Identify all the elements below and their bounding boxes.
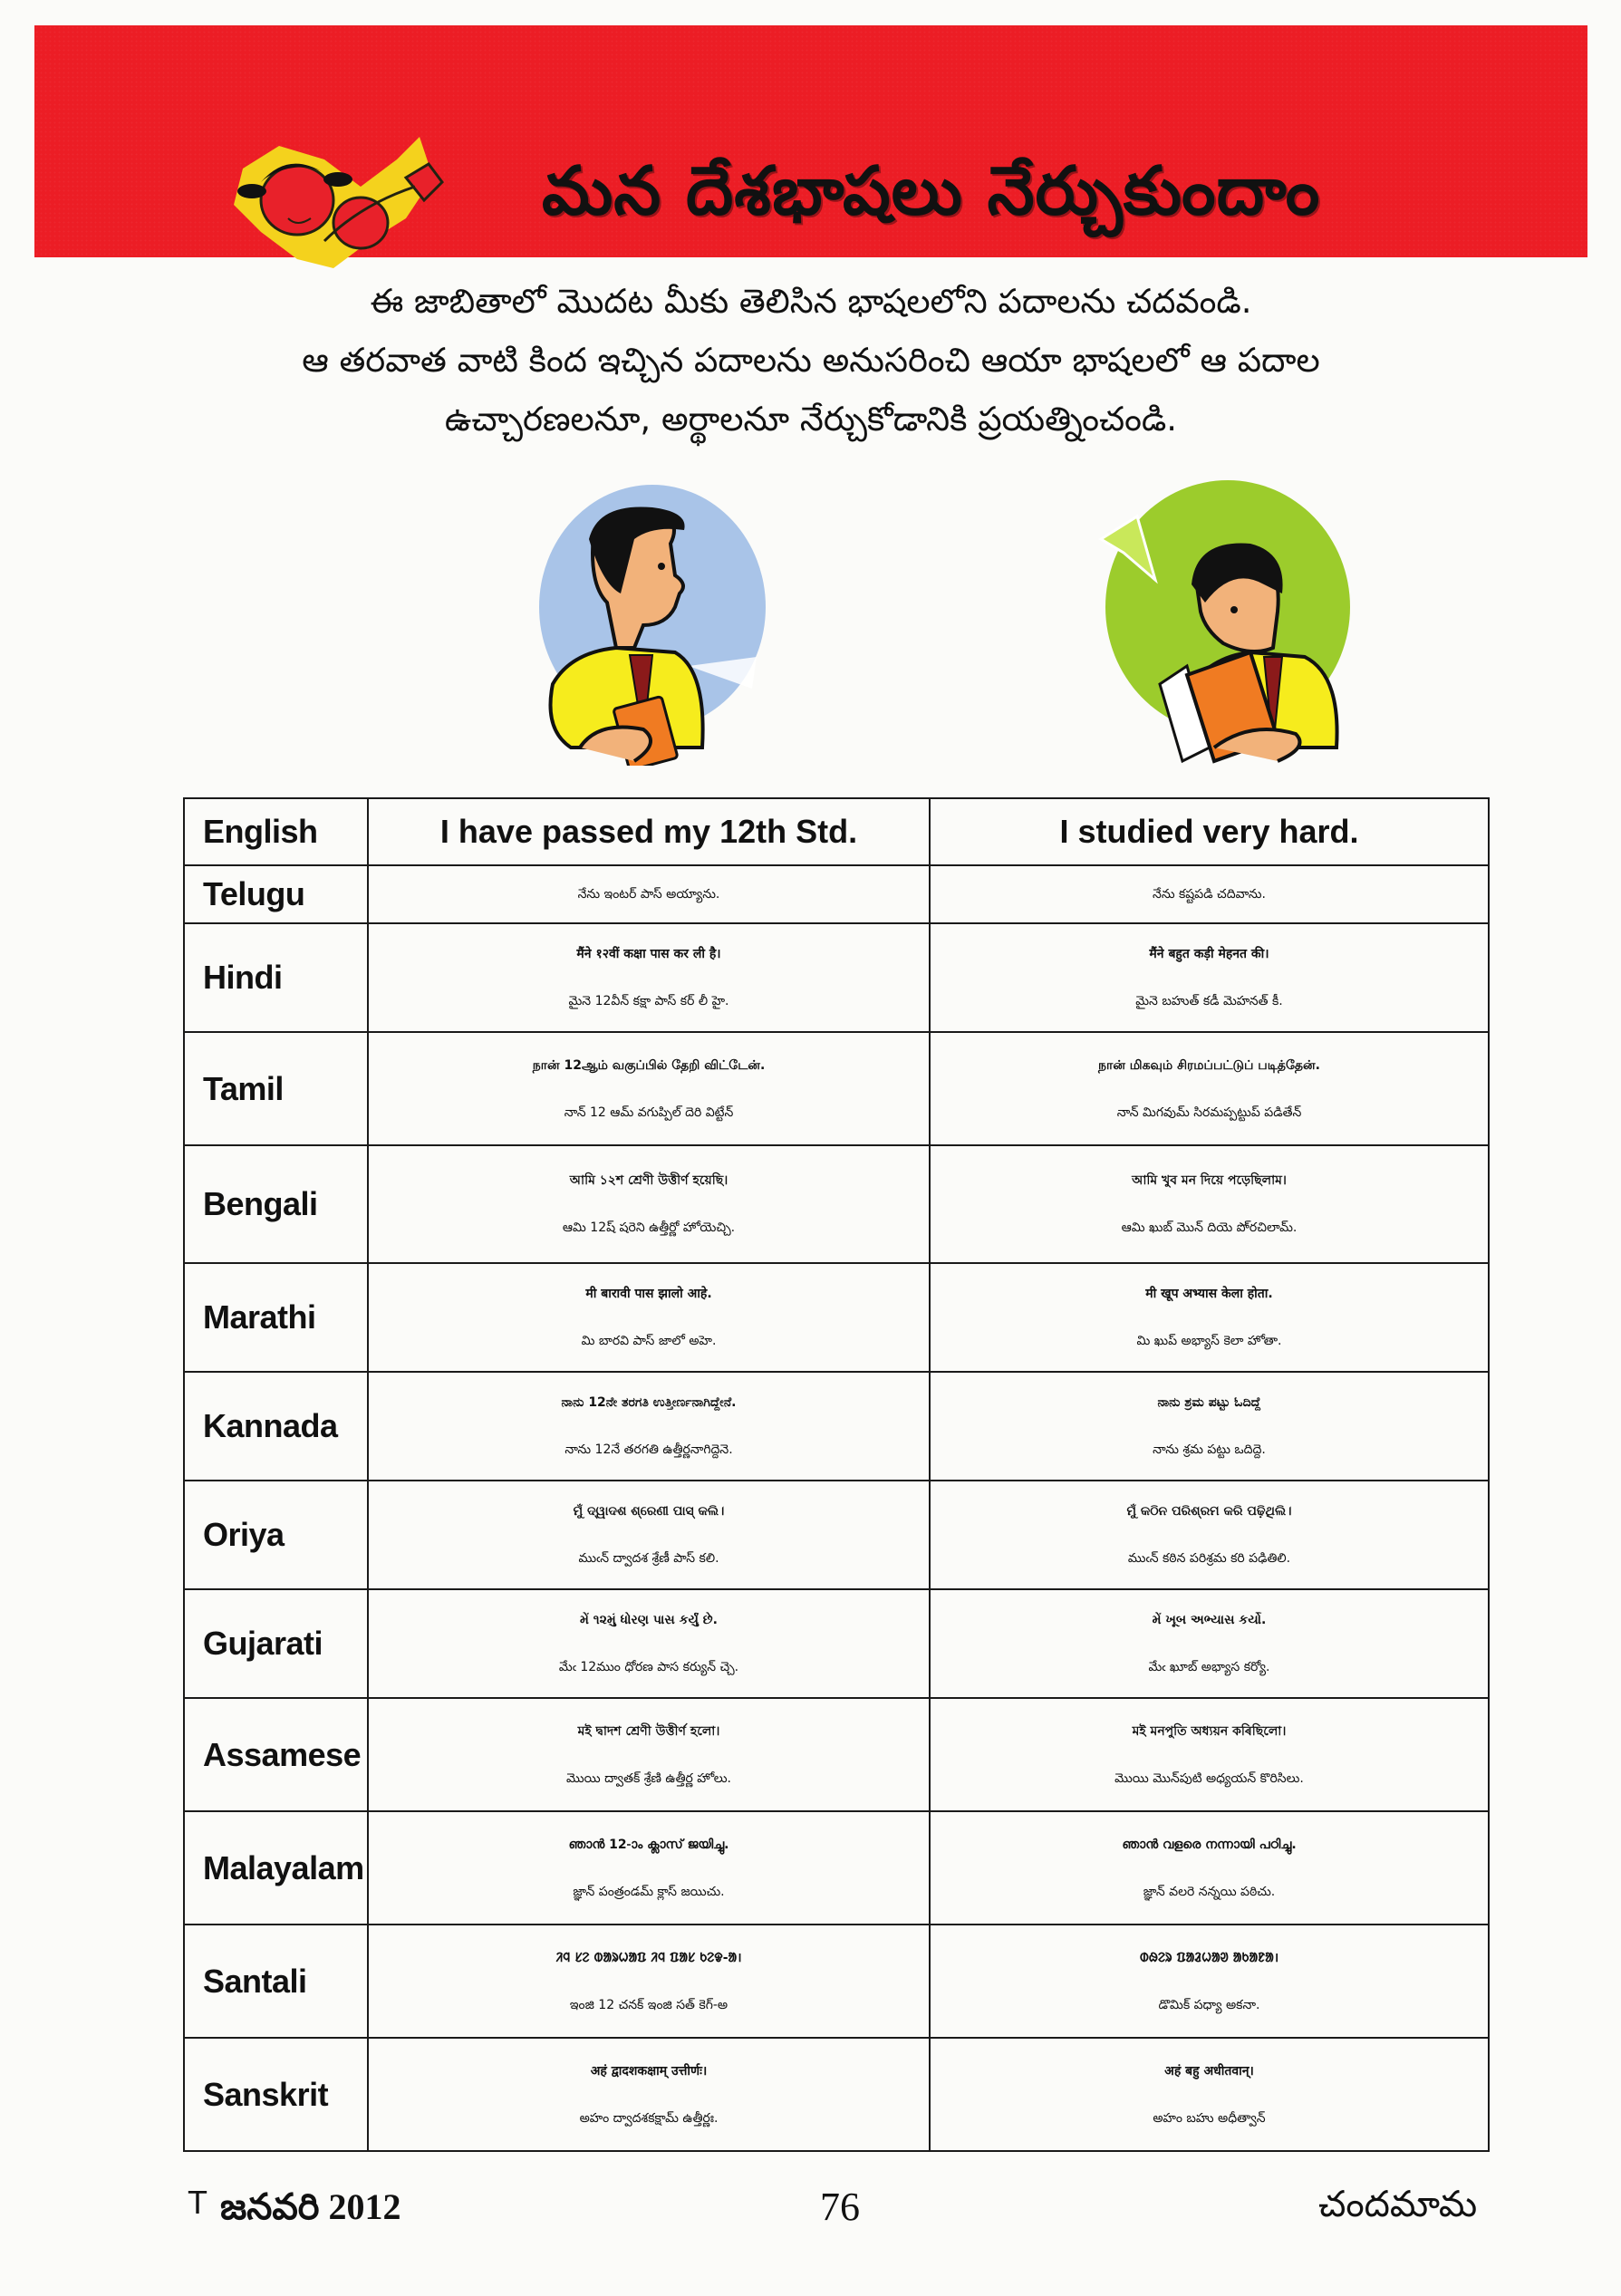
phrase1-cell [368,1698,930,1811]
language-name: Hindi [184,923,368,1032]
native-text: ഞാൻ 12-ാം ക്ലാസ് ജയിച്ചു. [568,1837,729,1852]
table-row [184,1145,1489,1263]
phrase1-header: I have passed my 12th Std. [368,798,930,865]
table-row [184,1811,1489,1925]
table-row [184,1263,1489,1372]
footer-issue-date [188,2184,400,2237]
page-title: మన దేశభాషలు నేర్చుకుందాం [542,152,1321,230]
telugu-transliteration: మేఁ ఖూబ్ అభ్యాస కర్యో. [1148,1660,1270,1674]
intro-line: ఆ తరవాత వాటి కింద ఇచ్చిన పదాలను అనుసరించి ఆయా భాషలలో ఆ పదాల [302,341,1320,380]
intro-line: ఈ జాబితాలో మొదట మీకు తెలిసిన భాషలలోని పదాలను చదవండి. [370,282,1252,321]
native-text: ನಾನು 12ನೇ ತರಗತಿ ಉತ್ತೀರ್ಣನಾಗಿದ್ದೇನೆ. [561,1395,737,1410]
phrase2-cell [930,1032,1489,1145]
phrase2-cell [930,1589,1489,1698]
language-phrase-table [183,797,1490,2152]
telugu-transliteration: జ్ఞాన్ వలరె నన్నయి పఠిచు. [1143,1884,1276,1899]
language-header: English [184,798,368,865]
telugu-transliteration: నాన్ 12 ఆమ్ వగుప్పిల్ దెరి విట్టేన్ [564,1105,734,1120]
native-text: ମୁଁ ଦ୍ୱାଦଶ ଶ୍ରେଣୀ ପାସ୍ କଲି। [573,1504,725,1519]
telugu-transliteration: ముఁన్ ద్వాదశ శ్రేణీ పాస్ కలి. [578,1551,719,1566]
phrase1-cell [368,1372,930,1481]
phrase1-cell [368,865,930,923]
phrase2-cell [930,2038,1489,2151]
language-name: Santali [184,1925,368,2038]
telugu-transliteration: ఆమి ఖుబ్ మొన్ దియె పొ్రచిలామ్. [1121,1220,1298,1235]
native-text: ᱤᱧ ᱥᱮ ᱵᱟᱨᱦᱟᱯ ᱤᱧ ᱯᱟᱥ ᱠᱮᱫ-ᱟ। [555,1950,742,1965]
table-row [184,1481,1489,1589]
native-text: ನಾನು ಶ್ರಮ ಪಟ್ಟು ಓದಿದ್ದೆ [1157,1395,1261,1410]
native-text: মই দ্বাদশ শ্ৰেণী উত্তীৰ্ণ হলো। [577,1723,720,1739]
table-row [184,1925,1489,2038]
phrase2-cell [930,1145,1489,1263]
table-row [184,1372,1489,1481]
native-text: నేను ఇంటర్ పాస్ అయ్యాను. [577,887,720,902]
language-name: Bengali [184,1145,368,1263]
phrase2-cell [930,1481,1489,1589]
language-name: Kannada [184,1372,368,1481]
telugu-transliteration: నాను 12నే తరగతి ఉత్తీర్ణనాగిద్దెనె. [564,1442,733,1457]
table-row [184,1698,1489,1811]
table-row [184,1589,1489,1698]
phrase1-cell [368,1145,930,1263]
phrase1-cell [368,1481,930,1589]
native-text: मैंने १२वीं कक्षा पास कर ली है। [576,947,721,961]
phrase2-cell [930,1698,1489,1811]
table-header-row [184,798,1489,865]
telugu-transliteration: డొమిక్ పధ్యా అకనా. [1158,1997,1260,2012]
language-name: Assamese [184,1698,368,1811]
phrase2-cell [930,1263,1489,1372]
phrase1-cell [368,1811,930,1925]
telugu-transliteration: అహం బహు అధీత్వాన్ [1153,2110,1266,2126]
language-name: Marathi [184,1263,368,1372]
native-text: ᱰᱷᱮᱨ ᱯᱟᱲᱦᱟᱣ ᱟᱠᱟᱱᱟ। [1139,1950,1279,1965]
phrase1-cell [368,1032,930,1145]
telugu-transliteration: ఇంజి 12 చనక్ ఇంజి సత్ కెగ్-అ [569,1997,728,2012]
native-text: నేను కష్టపడి చదివాను. [1153,887,1266,902]
telugu-transliteration: మేఁ 12ముం ధోరణ పాస కర్యున్ చ్చె. [558,1660,739,1674]
telugu-transliteration: నాన్ మిగవుమ్ సిరమప్పట్టుప్ పడితేన్ [1116,1105,1302,1120]
telugu-transliteration: నాను శ్రమ పట్టు ఒదిద్దె. [1153,1442,1266,1457]
phrase1-cell [368,1263,930,1372]
language-name: Sanskrit [184,2038,368,2151]
native-text: ഞാൻ വളരെ നന്നായി പഠിച്ചു. [1122,1837,1297,1852]
magazine-name: చందమామ [1318,2184,1478,2225]
phrase2-cell [930,1372,1489,1481]
phrase2-cell [930,1925,1489,2038]
boy-reading-book-illustration-icon [1069,476,1359,766]
telugu-transliteration: మి ఖుప్ అభ్యాస్ కెలా హోతా. [1136,1334,1282,1348]
language-name: Telugu [184,865,368,923]
language-name: Malayalam [184,1811,368,1925]
phrase1-cell [368,923,930,1032]
table-row [184,865,1489,923]
native-text: ମୁଁ କଠିନ ପରିଶ୍ରମ କରି ପଢ଼ିଥିଲି। [1126,1504,1292,1519]
native-text: अहं बहु अधीतवान्। [1164,2063,1254,2079]
native-text: मैंने बहुत कड़ी मेहनत की। [1149,947,1269,961]
native-text: আমি ১২শ শ্রেণী উত্তীর্ণ হয়েছি। [569,1173,728,1188]
phrase1-cell [368,1925,930,2038]
native-text: મેં ૧૨મું ધોરણ પાસ કર્યું છે. [580,1613,718,1627]
telugu-transliteration: ఆమి 12ష్ షరెని ఉత్తీర్ణో హోయెచ్చి. [562,1220,736,1235]
table-row [184,923,1489,1032]
native-text: अहं द्वादशकक्षाम् उत्तीर्णः। [590,2063,708,2079]
telugu-transliteration: మొయి ద్వాతక్ శ్రేణి ఉత్తీర్ణ హోలు. [565,1770,732,1786]
telugu-transliteration: మైనె 12వీన్ కక్షా పాస్ కర్ లీ హై. [568,994,729,1008]
phrase2-header: I studied very hard. [930,798,1489,865]
phrase2-cell [930,865,1489,923]
telugu-transliteration: అహం ద్వాదశకక్షామ్ ఉత్తీర్ణః. [579,2110,719,2126]
footer-mark: T [188,2184,207,2221]
children-reading-logo-icon [225,132,469,277]
telugu-transliteration: మి బారవి పాస్ జాలో అహె. [581,1334,717,1348]
telugu-transliteration: ముఁన్ కఠిన పరిశ్రమ కరి పఢితిలి. [1127,1551,1291,1566]
table-row [184,1032,1489,1145]
telugu-transliteration: మొయి మొన్‌పుటి అధ్యయన్ కొరిసిలు. [1114,1770,1304,1786]
page-number: 76 [820,2185,860,2229]
boy-speaking-illustration-icon [516,476,788,766]
native-text: মই মনপুতি অধ্যয়ন কৰিছিলো। [1132,1723,1287,1739]
native-text: நான் 12ஆம் வகுப்பில் தேறி விட்டேன். [532,1057,766,1073]
table-row [184,2038,1489,2151]
issue-date: జనవరి 2012 [220,2186,401,2227]
native-text: મેં ખૂબ અભ્યાસ કર્યો. [1152,1613,1267,1627]
native-text: আমি খুব মন দিয়ে পড়েছিলাম। [1132,1173,1287,1188]
title-banner [34,25,1587,257]
phrase1-cell [368,2038,930,2151]
intro-line: ఉచ్చారణలనూ, అర్థాలనూ నేర్చుకోడానికి ప్రయత్నించండి. [444,400,1178,439]
telugu-transliteration: జ్ఞాన్ పంత్రండమ్ క్లాస్ జయిచు. [573,1884,725,1899]
phrase2-cell [930,923,1489,1032]
phrase2-cell [930,1811,1489,1925]
language-name: Tamil [184,1032,368,1145]
native-text: मी बारावी पास झालो आहे. [585,1287,712,1301]
telugu-transliteration: మైనె బహుత్ కడీ మెహనత్ కీ. [1135,994,1283,1008]
native-text: मी खूप अभ्यास केला होता. [1145,1287,1273,1301]
language-name: Gujarati [184,1589,368,1698]
language-name: Oriya [184,1481,368,1589]
phrase1-cell [368,1589,930,1698]
intro-paragraph [163,272,1459,449]
native-text: நான் மிகவும் சிரமப்பட்டுப் படித்தேன். [1098,1057,1320,1073]
